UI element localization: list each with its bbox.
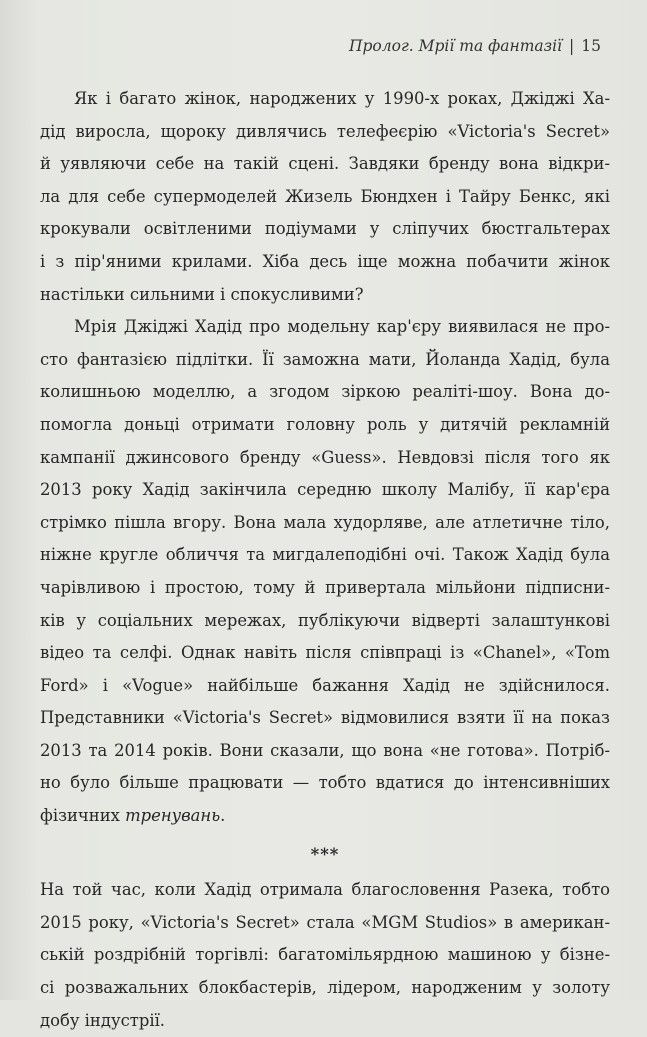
text-line: і з пір'яними крилами. Хіба десь іще можна побачити жінок [40, 251, 610, 271]
chapter-title: Пролог. Мрії та фантазії [348, 37, 563, 55]
page-number: 15 [581, 37, 601, 55]
text-line: помогла доньці отримати головну роль у дитячій рекламній [40, 414, 610, 434]
text-fragment: . [220, 806, 226, 826]
text-line: Ford» і «Vogue» найбільше бажання Хадід не здійснилося. [40, 675, 610, 695]
text-line: крокували освітленими подіумами у сліпучих бюстгальтерах [40, 219, 610, 239]
text-line: добу індустрії. [40, 1010, 166, 1030]
text-line: й уявляючи себе на такій сцені. Завдяки бренду вона відкри- [40, 154, 610, 174]
text-line: На той час, коли Хадід отримала благословення Разека, тобто [40, 880, 610, 900]
text-line: но було більше працювати — тобто вдатися до інтенсивніших [40, 773, 610, 793]
text-line: Як і багато жінок, народжених у 1990-х роках, Джіджі Ха- [74, 89, 610, 108]
body-text [40, 83, 610, 1037]
text-line: ків у соціальних мережах, публікуючи відверті залаштункові [40, 610, 610, 630]
text-line: стрімко пішла вгору. Вона мала худорляве, але атлетичне тіло, [40, 512, 610, 532]
text-line: ла для себе супермоделей Жизель Бюндхен і Тайру Бенкс, які [40, 186, 610, 206]
text-line: сі розважальних блокбастерів, лідером, народженим у золоту [40, 978, 610, 998]
text-line: відео та селфі. Однак навіть після співпраці із «Chanel», «Tom [40, 643, 610, 663]
text-line: колишньою моделлю, а згодом зіркою реаліті-шоу. Вона до- [40, 382, 610, 402]
text-line: Мрія Джіджі Хадід про модельну кар'єру виявилася не про- [74, 317, 610, 337]
section-break: *** [310, 844, 340, 864]
text-line: ніжне кругле обличчя та мигдалеподібні очі. Також Хадід була [40, 545, 610, 565]
text-line: Представники «Victoria's Secret» відмовилися взяти її на показ [40, 708, 610, 728]
emphasis-text: тренувань [125, 806, 221, 826]
text-line: настільки сильними і спокусливими? [40, 284, 364, 304]
text-line-last [40, 800, 610, 833]
text-line: дід виросла, щороку дивлячись телефеєрію «Victoria's Secret» [40, 121, 610, 141]
text-line: 2013 та 2014 років. Вони сказали, що вона «не готова». Потріб- [40, 740, 610, 760]
text-line: 2015 року, «Victoria's Secret» стала «MGM Studios» в американ- [40, 912, 610, 932]
header-separator: | [569, 37, 575, 55]
text-line: сто фантазією підлітки. Її заможна мати, Йоланда Хадід, була [40, 349, 610, 369]
text-line: кампанії джинсового бренду «Guess». Невдовзі після того як [40, 447, 610, 467]
text-line: 2013 року Хадід закінчила середню школу Малібу, її кар'єра [40, 480, 610, 500]
text-line: ській роздрібній торгівлі: багатомільярдною машиною у бізне- [40, 945, 610, 965]
running-head [349, 37, 601, 55]
text-fragment: фізичних [40, 806, 126, 826]
text-line: чарівливою і простою, тому й привертала мільйони підписни- [40, 577, 610, 597]
